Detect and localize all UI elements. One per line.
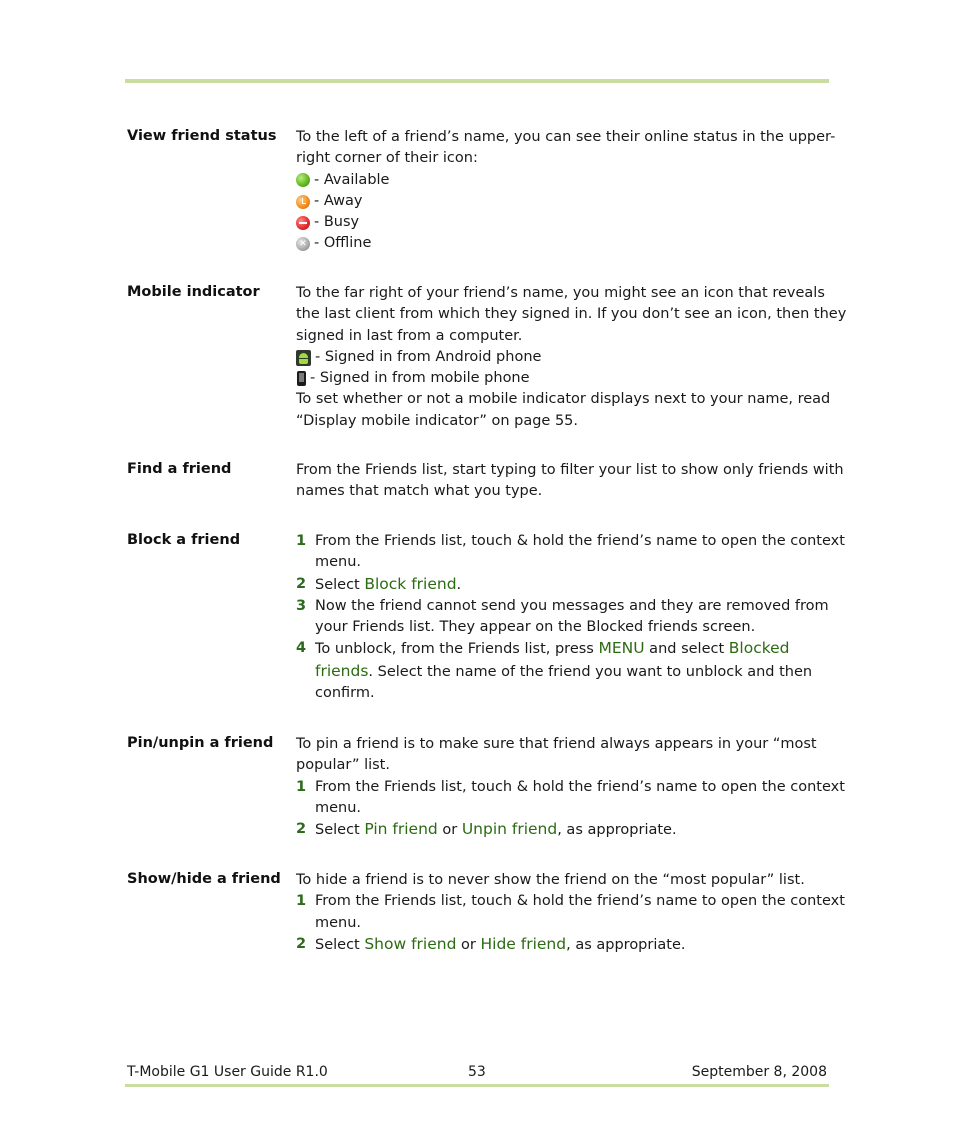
status-label: - Available: [314, 171, 390, 188]
step-item: [296, 531, 845, 574]
step-number: 2: [296, 935, 307, 952]
text-run: , as appropriate.: [566, 936, 686, 953]
footer-page-number: 53: [468, 1064, 486, 1080]
ui-term-blocked-friends: Blocked: [728, 639, 790, 658]
ui-term-show-friend: Show friend: [364, 934, 457, 953]
body-show-hide-friend: [296, 870, 845, 956]
busy-icon: [296, 216, 310, 230]
footer-date: September 8, 2008: [691, 1064, 827, 1080]
text-run: . Select the name of the friend you want to unblock and then: [368, 663, 813, 680]
step-number: 1: [296, 778, 307, 795]
ui-term-blocked-friends: friends: [315, 661, 369, 680]
android-phone-icon: [296, 350, 311, 366]
text-line: confirm.: [315, 685, 375, 702]
step-item: [296, 777, 845, 820]
text-line: menu.: [315, 914, 362, 931]
text-line: To the far right of your friend’s name, you might see an icon that reveals: [296, 285, 825, 301]
status-away: [296, 191, 818, 212]
mobile-phone-icon: [297, 371, 306, 386]
body-view-friend-status: [296, 127, 836, 255]
body-find-friend: [296, 460, 844, 503]
ui-term-hide-friend: Hide friend: [480, 934, 567, 953]
text-run: .: [456, 576, 462, 593]
text-run: Select: [315, 936, 365, 953]
text-line: the last client from which they signed in. If you don’t see an icon, then they: [296, 306, 847, 323]
text-run: or: [456, 936, 481, 953]
available-icon: [296, 173, 310, 187]
away-icon: [296, 195, 310, 209]
text-line: [315, 819, 818, 841]
status-label: - Offline: [314, 235, 372, 252]
text-run: or: [437, 822, 462, 839]
header-rule: [125, 79, 829, 83]
text-line: signed in last from a computer.: [296, 327, 523, 344]
text-run: and select: [644, 641, 729, 658]
status-offline: [296, 233, 818, 254]
step-item: [296, 891, 845, 934]
text-line: popular” list.: [296, 757, 390, 774]
body-block-friend: [296, 531, 845, 704]
text-line: To hide a friend is to never show the friend on the “most popular” list.: [296, 872, 805, 888]
step-item: [296, 596, 829, 639]
text-line: menu.: [315, 799, 362, 816]
text-run: Select: [315, 822, 365, 839]
status-busy: [296, 212, 818, 233]
text-run: Select: [315, 576, 365, 593]
text-line: right corner of their icon:: [296, 150, 478, 167]
step-number: 1: [296, 893, 307, 910]
indicator-android: [296, 347, 818, 368]
text-line: From the Friends list, touch & hold the friend’s name to open the context: [315, 778, 845, 795]
ui-term-block-friend: Block friend: [364, 574, 457, 593]
step-number: 4: [296, 640, 307, 657]
offline-icon: ✕: [296, 237, 310, 251]
term-mobile-indicator: Mobile indicator: [127, 284, 260, 300]
text-line: [315, 934, 818, 956]
text-run: , as appropriate.: [557, 822, 677, 839]
ui-term-pin-friend: Pin friend: [364, 820, 438, 839]
text-line: From the Friends list, touch & hold the friend’s name to open the context: [315, 533, 845, 549]
text-line: To pin a friend is to make sure that friend always appears in your “most: [296, 736, 817, 752]
step-number: 1: [296, 533, 307, 549]
term-pin-friend: Pin/unpin a friend: [127, 735, 274, 751]
term-view-friend-status: View friend status: [127, 128, 277, 144]
text-line: To the left of a friend’s name, you can see their online status in the upper-: [296, 129, 836, 145]
text-run: To unblock, from the Friends list, press: [315, 641, 599, 658]
indicator-mobile: [296, 368, 818, 389]
text-line: From the Friends list, start typing to filter your list to show only friends with: [296, 462, 844, 478]
body-mobile-indicator: [296, 283, 847, 432]
step-item: [296, 638, 818, 704]
status-available: [296, 170, 818, 191]
text-line: “Display mobile indicator” on page 55.: [296, 412, 579, 429]
text-line: [315, 574, 818, 596]
status-label: - Away: [314, 192, 363, 209]
step-number: 2: [296, 821, 307, 838]
term-find-friend: Find a friend: [127, 461, 232, 477]
ui-term-menu: MENU: [598, 639, 645, 658]
text-line: your Friends list. They appear on the Blocked friends screen.: [315, 619, 756, 636]
text-line: From the Friends list, touch & hold the friend’s name to open the context: [315, 893, 845, 910]
term-block-friend: Block a friend: [127, 532, 241, 548]
footer-rule: [125, 1084, 829, 1087]
step-item: [296, 574, 818, 596]
indicator-label: - Signed in from mobile phone: [310, 370, 530, 387]
footer-guide-title: T-Mobile G1 User Guide R1.0: [127, 1064, 328, 1080]
ui-term-unpin-friend: Unpin friend: [461, 820, 558, 839]
body-pin-friend: [296, 734, 845, 841]
text-line: To set whether or not a mobile indicator displays next to your name, read: [296, 391, 831, 408]
text-line: menu.: [315, 554, 362, 571]
text-line: [315, 661, 818, 683]
text-line: Now the friend cannot send you messages and they are removed from: [315, 597, 829, 614]
indicator-label: - Signed in from Android phone: [315, 348, 542, 365]
step-item: [296, 934, 818, 956]
text-line: names that match what you type.: [296, 483, 543, 500]
status-label: - Busy: [314, 214, 360, 231]
term-show-hide-friend: Show/hide a friend: [127, 871, 281, 887]
text-line: [315, 638, 818, 660]
step-item: [296, 819, 818, 841]
step-number: 3: [296, 597, 307, 614]
step-number: 2: [296, 575, 307, 592]
